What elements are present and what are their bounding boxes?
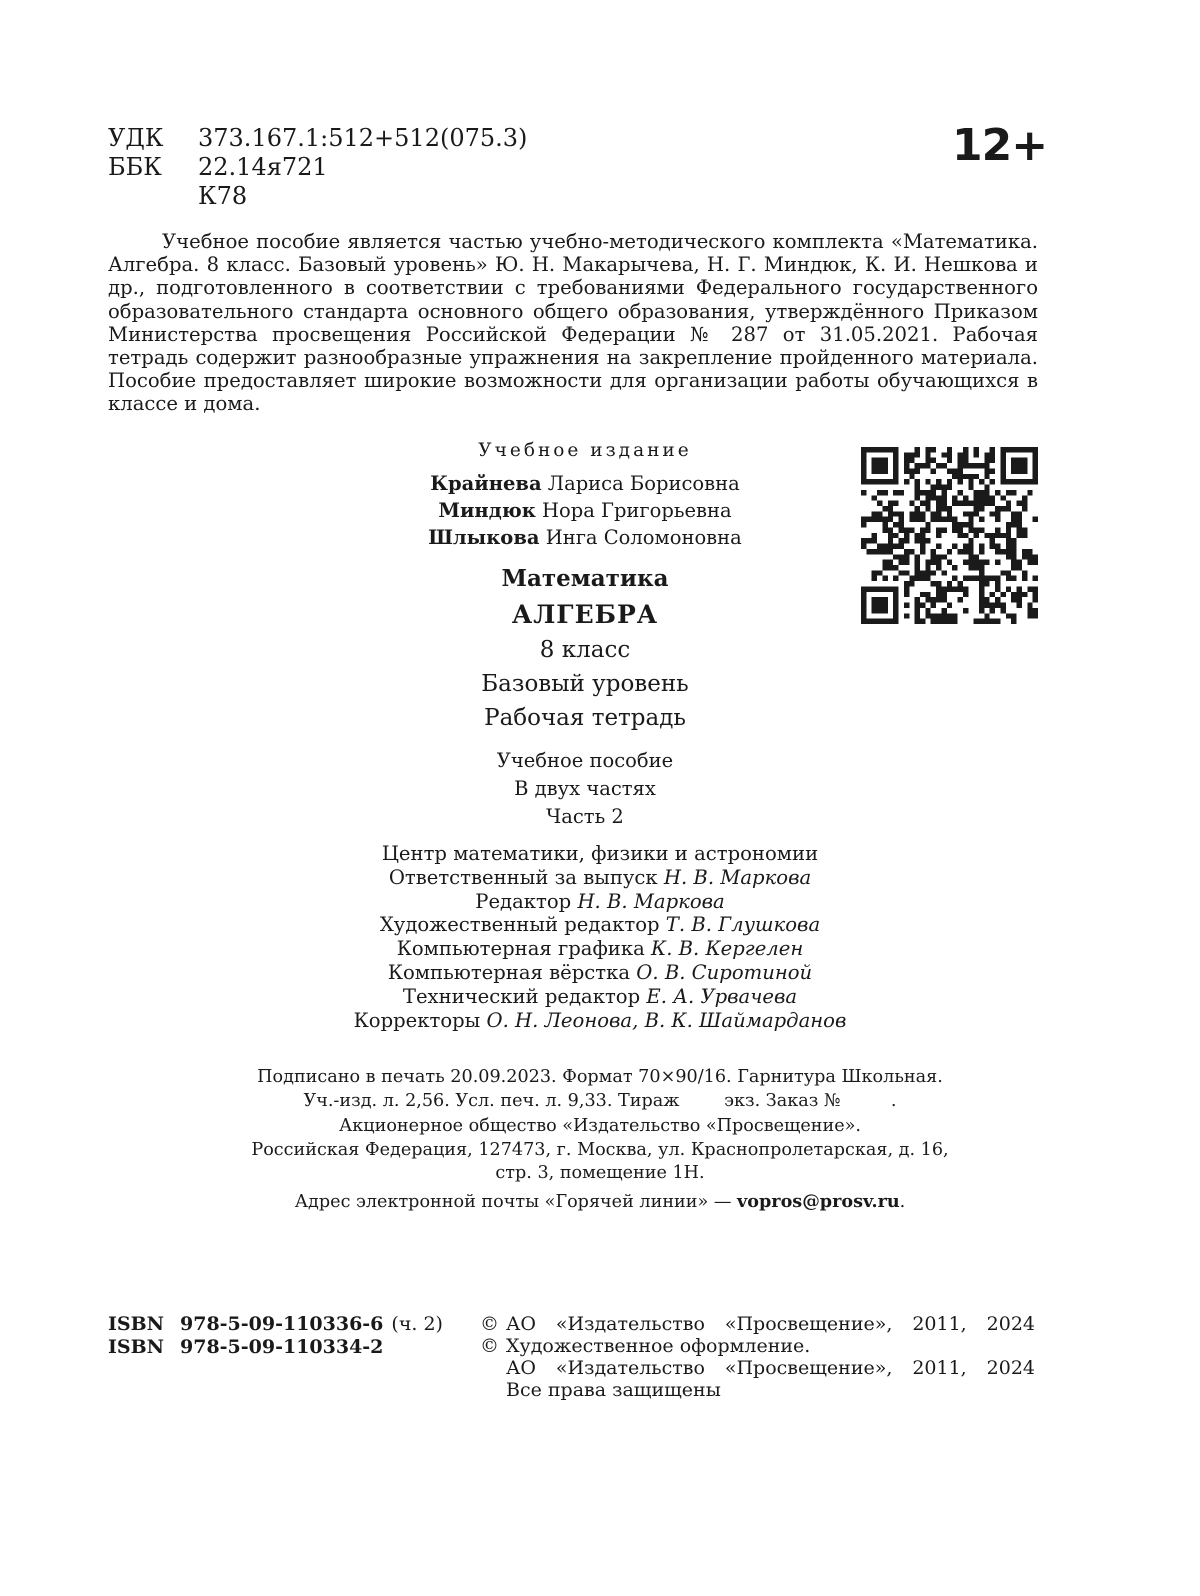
author-surname: Шлыкова [428, 526, 540, 549]
credit-name: Т. В. Глушкова [665, 913, 821, 937]
credit-line [230, 913, 970, 937]
copyright-design: Художественное оформление. [506, 1335, 811, 1357]
imprint-block [140, 1066, 1060, 1213]
credit-line [230, 890, 970, 914]
email-suffix: . [899, 1191, 906, 1212]
credit-role: Компьютерная графика [396, 937, 645, 961]
credit-role: Корректоры [353, 1008, 481, 1032]
abstract [108, 230, 1038, 416]
parts-count: В двух частях [514, 777, 656, 800]
credit-line [230, 961, 970, 985]
part-number: Часть 2 [546, 805, 624, 828]
author-surname: Крайнева [430, 472, 542, 495]
email-prefix: Адрес электронной почты «Горячей линии» — [294, 1191, 738, 1212]
doc-type: Учебное пособие [496, 749, 674, 772]
credit-role: Технический редактор [402, 984, 641, 1008]
editorial-center: Центр математики, физики и астрономии [381, 842, 819, 865]
edition-type: Учебное издание [478, 440, 692, 461]
author-line [280, 497, 890, 524]
isbn-line [108, 1336, 443, 1359]
udk-code: 373.167.1:512+512(075.3) [198, 124, 528, 152]
credit-name: Н. В. Маркова [577, 889, 725, 913]
author-given-name: Инга Соломоновна [545, 526, 742, 549]
imprint-email-line [140, 1190, 1060, 1214]
credit-role: Ответственный за выпуск [388, 865, 658, 889]
author-mark: К78 [198, 182, 248, 210]
grade: 8 класс [539, 637, 631, 663]
author-surname: Миндюк [438, 499, 536, 522]
credit-line [230, 985, 970, 1009]
credit-role: Компьютерная вёрстка [387, 960, 631, 984]
author-given-name: Нора Григорьевна [541, 499, 732, 522]
copyright-symbol: © [480, 1313, 499, 1335]
email-link[interactable]: vopros@prosv.ru [737, 1190, 900, 1212]
credit-name: Е. А. Урвачева [646, 984, 798, 1008]
isbn-number: 978-5-09-110334-2 [180, 1336, 384, 1358]
level: Базовый уровень [481, 671, 689, 697]
isbn-part: (ч. 2) [391, 1313, 443, 1335]
isbn-label: ISBN [108, 1313, 165, 1335]
credit-name: Н. В. Маркова [663, 865, 812, 889]
imprint-publisher: Акционерное общество «Издательство «Просвещение». [338, 1116, 862, 1136]
credit-line [230, 1009, 970, 1033]
credit-role: Редактор [475, 889, 572, 913]
author-line [280, 524, 890, 551]
isbn-label: ISBN [108, 1336, 165, 1358]
copyright-block [480, 1313, 1035, 1401]
isbn-number: 978-5-09-110336-6 [180, 1313, 384, 1335]
classification-block [108, 124, 527, 211]
credit-name: К. В. Кергелен [651, 937, 804, 961]
credit-line [230, 866, 970, 890]
copyright-symbol: © [480, 1335, 499, 1357]
credits-block [230, 842, 970, 1032]
copyright-line [480, 1335, 1035, 1357]
credit-role: Художественный редактор [379, 913, 660, 937]
copyright-line [480, 1313, 1035, 1335]
kind: Рабочая тетрадь [484, 705, 686, 731]
imprint-address-cont: стр. 3, помещение 1Н. [495, 1163, 705, 1183]
credit-name: О. Н. Леонова, В. К. Шаймарданов [486, 1008, 847, 1032]
subject-title: Математика [501, 565, 669, 592]
bbk-label: ББК [108, 153, 162, 181]
imprint-address: Российская Федерация, 127473, г. Москва, ул. Краснопролетарская, д. 16, [251, 1139, 949, 1160]
course-title: АЛГЕБРА [511, 600, 659, 629]
age-rating: 12+ [952, 120, 1048, 171]
author-mark-row [108, 182, 527, 211]
imprint-volume-info: Уч.-изд. л. 2,56. Усл. печ. л. 9,33. Тираж экз. Заказ № . [303, 1090, 897, 1111]
copyright-line [480, 1379, 1035, 1401]
author-given-name: Лариса Борисовна [547, 472, 740, 495]
copyright-text: АО «Издательство «Просвещение», 2011, 2024 [506, 1313, 1035, 1335]
imprint-print-info: Подписано в печать 20.09.2023. Формат 70×90/16. Гарнитура Школьная. [257, 1067, 943, 1087]
isbn-line [108, 1313, 443, 1336]
title-block [280, 440, 890, 831]
author-line [280, 470, 890, 497]
isbn-block [108, 1313, 443, 1359]
credit-line [230, 937, 970, 961]
copyright-text: АО «Издательство «Просвещение», 2011, 2024 [506, 1357, 1035, 1379]
udk-row [108, 124, 527, 153]
abstract-text: Учебное пособие является частью учебно-методического комплекта «Математика. Алгебра. 8 класс. Базовый уровень» Ю. Н. Макарычева, Н. Г. Миндюк, К. И. Нешкова и др., подготовленного в соответствии с требованиями Федерального государственного образовательного стандарта основного общего образования, утверждённого Приказом Министерства просвещения Российской Федерации № 287 от 31.05.2021. Рабочая тетрадь содержит разнообразные упражнения на закрепление пройденного материала. Пособие предоставляет широкие возможности для организации работы обучающихся в классе и дома. [108, 230, 1038, 416]
udk-label: УДК [108, 124, 164, 152]
credit-name: О. В. Сиротиной [636, 960, 813, 984]
bbk-row [108, 153, 527, 182]
copyright-line [480, 1357, 1035, 1379]
rights-reserved: Все права защищены [506, 1379, 721, 1401]
bbk-code: 22.14я721 [198, 153, 328, 181]
